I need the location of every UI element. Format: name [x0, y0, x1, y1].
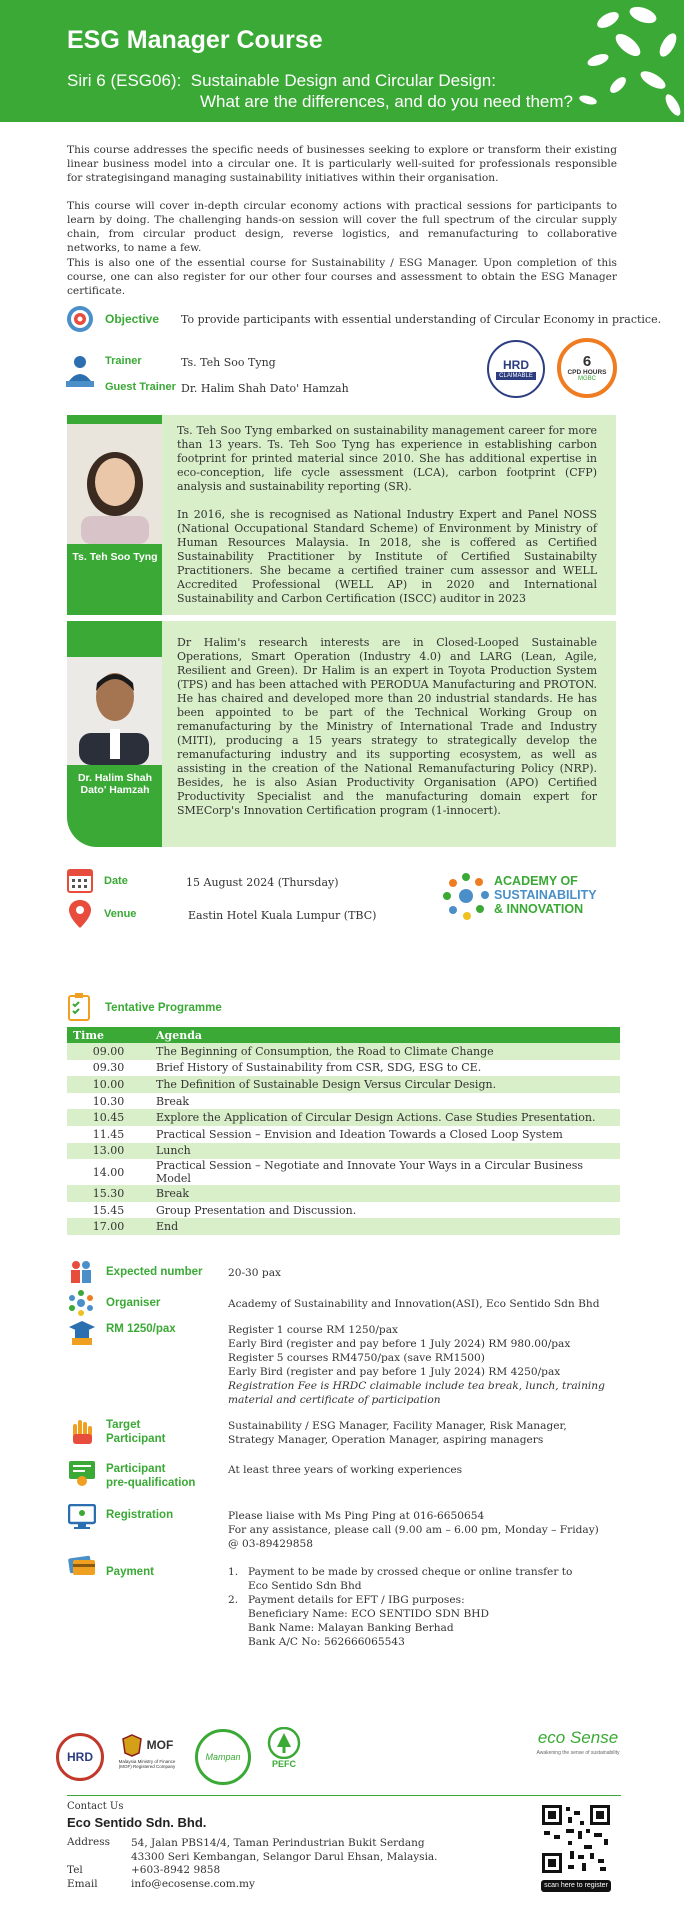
photo-caption-teh: Ts. Teh Soo Tyng	[72, 551, 158, 563]
organiser-label: Organiser	[106, 1297, 161, 1309]
prequalification-value: At least three years of working experiences	[228, 1464, 463, 1476]
mampan-logo: Mampan	[195, 1729, 251, 1785]
bio-teh-paragraph-1: Ts. Teh Soo Tyng embarked on sustainability management career for more than 13 years. Ts. Teh Soo Tyng has experience in establishing carbon footprint for printed material since 2010. She has additional expertise in eco-conception, life cycle assessment (LCA), carbon footprint (CFP) analysis and sustainability reporting (SR).	[177, 424, 597, 493]
tree-icon	[267, 1727, 301, 1759]
location-pin-icon	[68, 899, 92, 929]
programme-title: Tentative Programme	[105, 1002, 222, 1014]
clipboard-icon	[67, 993, 91, 1021]
table-row: 17.00 End	[67, 1218, 620, 1235]
venue-label: Venue	[104, 908, 137, 920]
address-label: Address	[67, 1836, 111, 1848]
academy-logo-icon	[441, 871, 491, 923]
date-label: Date	[104, 875, 128, 887]
table-row: 15.45 Group Presentation and Discussion.	[92, 1203, 357, 1217]
guest-trainer-name: Dr. Halim Shah Dato' Hamzah	[181, 382, 349, 395]
company-name: Eco Sentido Sdn. Bhd.	[67, 1815, 207, 1830]
col-agenda: Agenda	[150, 1027, 620, 1043]
hrd-claimable-badge: HRD CLAIMABLE	[487, 340, 545, 398]
venue-value: Eastin Hotel Kuala Lumpur (TBC)	[188, 909, 377, 922]
address-value: 54, Jalan PBS14/4, Taman Perindustrian Bukit Serdang 43300 Seri Kembangan, Selangor Darul Ehsan, Malaysia.	[131, 1837, 438, 1863]
table-row: 13.00 Lunch	[67, 1143, 620, 1160]
course-title: ESG Manager Course	[67, 26, 323, 54]
fee-label: RM 1250/pax	[106, 1323, 176, 1335]
objective-text: To provide participants with essential understanding of Circular Economy in practice.	[181, 313, 662, 326]
table-row: 14.00 Practical Session – Negotiate and Innovate Your Ways in a Circular Business Model	[92, 1159, 584, 1186]
payment-card-icon	[68, 1553, 96, 1577]
contact-title: Contact Us	[67, 1801, 124, 1812]
payment-value: 1. Payment to be made by crossed cheque or online transfer to Eco Sentido Sdn Bhd 2. Payment details for EFT / IBG purposes: Beneficiary Name: ECO SENTIDO SDN BHD Bank Name: Malayan Banking Berhad Bank A/C No: 562666065543	[228, 1566, 573, 1648]
trainer-icon	[66, 355, 94, 393]
trainer-name: Ts. Teh Soo Tyng	[181, 356, 276, 369]
target-icon	[66, 305, 94, 333]
objective-label: Objective	[105, 312, 160, 326]
table-row: 10.00 The Definition of Sustainable Design Versus Circular Design.	[67, 1076, 620, 1093]
programme-header-row	[67, 1027, 620, 1043]
guest-trainer-label: Guest Trainer	[105, 381, 176, 393]
expected-number-label: Expected number	[106, 1266, 203, 1278]
intro-paragraph-1: This course addresses the specific needs of businesses seeking to explore or transform their existing linear business model into a circular one. It is particularly well-suited for professionals responsible for strategisingand managing sustainability initiatives within their organisation.	[67, 144, 617, 184]
mof-logo: MOF Malaysia Ministry of Finance (MOF) Registered Company	[112, 1733, 182, 1791]
photo-caption-halim: Dr. Halim Shah Dato' Hamzah	[77, 772, 153, 796]
tel-value[interactable]: +603-8942 9858	[131, 1864, 221, 1876]
programme-table	[67, 1027, 620, 1235]
people-icon	[68, 1259, 94, 1285]
monitor-icon	[68, 1504, 96, 1530]
registration-label: Registration	[106, 1509, 174, 1521]
bio-halim-paragraph: Dr Halim's research interests are in Closed-Looped Sustainable Operations, Smart Operation (Industry 4.0) and LARG (Lean, Agile, Resilient and Green). Dr Halim is an expert in Toyota Production System (TPS) and has been attached with PERODUA Manufacturing and PROTON. He has chaired and developed more than 20 industrial standards. He has been appointed to be part of the Technical Working Group on remanufacturing by the Ministry of International Trade and Industry (MITI), producing a 15 years strategy to strategically develop the remanufacturing industry and its supporting ecosystem, as well as assisting in the creation of the National Remanufacturing Policy (NRP). Besides, he is also Asian Productivity Organisation (APO) Certified Productivity Specialist and the manufacturing domain expert for SMECorp's Innovation Certification program (1-innocert).	[177, 636, 597, 817]
table-row: 15.30 Break	[67, 1185, 620, 1202]
date-value: 15 August 2024 (Thursday)	[186, 876, 339, 889]
target-participant-label: Target Participant	[106, 1419, 166, 1445]
certificate-icon	[68, 1459, 96, 1487]
hrd-logo: HRD	[56, 1733, 104, 1781]
qr-caption[interactable]: scan here to register	[541, 1880, 611, 1892]
email-value[interactable]: info@ecosense.com.my	[131, 1878, 255, 1890]
fee-details: Register 1 course RM 1250/pax Early Bird (register and pay before 1 July 2024) RM 980.00/pax Register 5 courses RM4750/pax (save RM1500) Early Bird (register and pay before 1 July 2024) RM 4250/pax Registration Fee is HRDC claimable include tea break, lunch, training material and certificate of participation	[228, 1324, 605, 1406]
bio-teh-paragraph-2: In 2016, she is recognised as National Industry Expert and Panel NOSS (National Occupational Standard Scheme) of Environment by Ministry of Human Resources Malaysia. In 2018, she is coffered as Certified Sustainability Practitioner by Institute of Certified Sustainabilty Practitioners. She became a certified trainer cum assessor and WELL Accredited Professional (WELL AP) in 2020 and International Sustainability and Carbon Certification (ISCC) auditor in 2023	[177, 508, 597, 605]
registration-value: Please liaise with Ms Ping Ping at 016-6650654 For any assistance, please call (9.00 am – 6.00 pm, Monday – Friday) @ 03-89429858	[228, 1510, 599, 1550]
academy-logo-text: ACADEMY OF SUSTAINABILITY & INNOVATION	[494, 874, 597, 916]
trainer-photo-teh	[67, 424, 162, 544]
intro-paragraph-2: This course will cover in-depth circular economy actions with practical sessions for participants to learn by doing. The challenging hands-on session will cover the full spectrum of the circular supply chain, from circular product design, reverse logistics, and remanufacturing to collaborative networks, to name a few.	[67, 200, 617, 254]
trainer-label: Trainer	[105, 355, 142, 367]
pefc-logo: PEFC	[262, 1727, 306, 1787]
payment-label: Payment	[106, 1566, 154, 1578]
col-time: Time	[67, 1027, 150, 1043]
leaves-decoration	[568, 0, 684, 122]
graduation-cap-icon	[68, 1318, 96, 1346]
malaysia-crest-icon	[121, 1733, 143, 1757]
organiser-icon	[68, 1290, 94, 1316]
course-subtitle: Siri 6 (ESG06): Sustainable Design and Circular Design:	[67, 71, 496, 90]
course-subtitle-line2: What are the differences, and do you need them?	[200, 92, 573, 111]
table-row: 11.45 Practical Session – Envision and Ideation Towards a Closed Loop System	[92, 1127, 563, 1141]
trainer-photo-halim	[67, 657, 162, 765]
email-label: Email	[67, 1878, 98, 1890]
footer-divider	[67, 1795, 621, 1796]
tel-label: Tel	[67, 1864, 83, 1876]
cpd-hours-badge: 6 CPD HOURS MGBC	[557, 338, 617, 398]
calendar-icon	[67, 867, 93, 893]
prequalification-label: Participant pre-qualification	[106, 1463, 196, 1489]
qr-code[interactable]	[540, 1803, 612, 1875]
table-row: 09.00 The Beginning of Consumption, the Road to Climate Change	[67, 1043, 620, 1060]
table-row: 10.30 Break	[92, 1094, 190, 1108]
table-row: 10.45 Explore the Application of Circular Design Actions. Case Studies Presentation.	[67, 1109, 620, 1126]
ecosense-logo: eco Sense Awakening the sense of sustainability	[536, 1728, 620, 1756]
organiser-value: Academy of Sustainability and Innovation(ASI), Eco Sentido Sdn Bhd	[228, 1298, 600, 1310]
table-row: 09.30 Brief History of Sustainability from CSR, SDG, ESG to CE.	[92, 1061, 482, 1075]
target-participant-value: Sustainability / ESG Manager, Facility Manager, Risk Manager, Strategy Manager, Operation Manager, aspiring managers	[228, 1420, 567, 1446]
expected-number-value: 20-30 pax	[228, 1267, 281, 1279]
hand-raise-icon	[68, 1418, 94, 1446]
intro-paragraph-3: This is also one of the essential course for Sustainability / ESG Manager. Upon completion of this course, one can also register for our other four courses and assessment to obtain the ESG Manager certificate.	[67, 257, 617, 297]
header-banner	[0, 0, 684, 122]
